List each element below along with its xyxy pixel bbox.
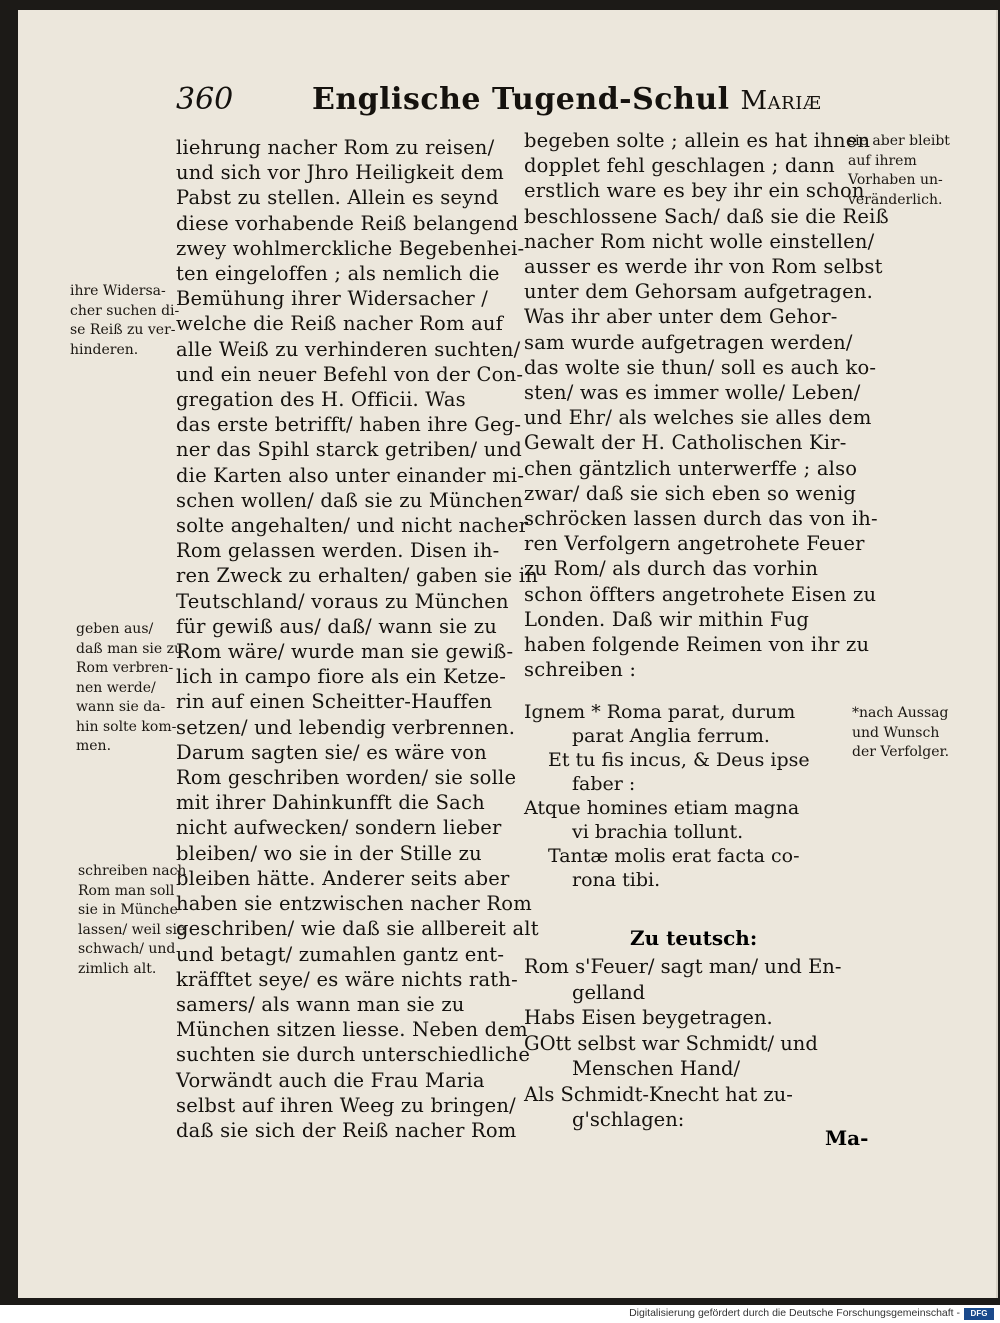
running-title-text: Englische Tugend-Schul: [312, 82, 730, 117]
marginal-note: [70, 282, 179, 360]
text-line: Gewalt der H. Catholischen Kir-: [524, 431, 847, 455]
poem-line: vi brachia tollunt.: [572, 821, 744, 843]
text-line: Was ihr aber unter dem Gehor-: [524, 305, 838, 329]
text-line: geschriben/ wie daß sie allbereit alt: [176, 917, 539, 941]
poem-line: parat Anglia ferrum.: [572, 725, 770, 747]
marginal-line: geben aus/: [76, 621, 154, 637]
text-line: sten/ was es immer wolle/ Leben/: [524, 381, 861, 405]
poem-line: faber :: [572, 773, 636, 795]
left-text-column: [176, 135, 539, 1143]
poem-line: Habs Eisen beygetragen.: [524, 1006, 773, 1029]
dfg-logo: DFG: [964, 1308, 994, 1320]
text-line: diese vorhabende Reiß belangend: [176, 211, 519, 235]
text-line: unter dem Gehorsam aufgetragen.: [524, 280, 873, 304]
german-poem: [524, 954, 841, 1133]
marginal-line: lassen/ weil sie: [78, 921, 186, 938]
marginal-line: veränderlich.: [848, 191, 943, 208]
text-line: die Karten also unter einander mi-: [176, 463, 525, 487]
text-line: bleiben hätte. Anderer seits aber: [176, 866, 510, 890]
text-line: nacher Rom nicht wolle einstellen/: [524, 229, 875, 253]
running-title-caps: Mariæ: [740, 86, 822, 116]
poem-line: Menschen Hand/: [572, 1057, 741, 1080]
marginal-line: Rom verbren-: [76, 660, 174, 676]
poem-line: Et tu fis incus, & Deus ipse: [548, 749, 810, 771]
text-line: ner das Spihl starck getriben/ und: [176, 438, 522, 462]
text-line: welche die Reiß nacher Rom auf: [176, 312, 504, 336]
text-line: daß sie sich der Reiß nacher Rom: [176, 1118, 517, 1142]
text-line: zwey wohlmerckliche Begebenhei-: [176, 236, 525, 260]
running-title: [312, 82, 821, 117]
text-line: Pabst zu stellen. Allein es seynd: [176, 186, 499, 210]
text-line: haben sie entzwischen nacher Rom: [176, 892, 532, 916]
text-line: Rom wäre/ wurde man sie gewiß-: [176, 640, 514, 664]
poem-line: rona tibi.: [572, 869, 661, 891]
text-line: Vorwändt auch die Frau Maria: [176, 1068, 485, 1092]
marginal-line: hinderen.: [70, 341, 139, 358]
marginal-line: zimlich alt.: [78, 960, 157, 977]
marginal-line: nen werde/: [76, 679, 156, 696]
text-line: kräfftet seye/ es wäre nichts rath-: [176, 967, 518, 991]
text-line: solte angehalten/ und nicht nacher: [176, 514, 529, 538]
text-line: Rom geschriben worden/ sie solle: [176, 766, 517, 790]
text-line: schen wollen/ daß sie zu München: [176, 488, 523, 512]
text-line: Teutschland/ voraus zu München: [176, 589, 509, 613]
text-line: lich in campo fiore als ein Ketze-: [176, 665, 507, 689]
marginal-line: Vorhaben un-: [848, 172, 943, 188]
poem-line: gelland: [572, 980, 646, 1004]
marginal-line: cher suchen di-: [70, 302, 180, 319]
text-line: zu Rom/ als durch das vorhin: [524, 557, 819, 581]
marginal-line: auf ihrem: [848, 152, 917, 169]
text-line: Darum sagten sie/ es wäre von: [176, 740, 487, 764]
text-line: ausser es werde ihr von Rom selbst: [524, 255, 883, 279]
text-line: München sitzen liesse. Neben dem: [176, 1018, 528, 1042]
text-line: chen gäntzlich unterwerffe ; also: [524, 456, 858, 480]
text-line: alle Weiß zu verhinderen suchten/: [176, 337, 521, 361]
text-line: sam wurde aufgetragen werden/: [524, 330, 853, 354]
text-line: beschlossene Sach/ daß sie die Reiß: [524, 204, 889, 228]
marginal-line: schreiben nach: [78, 863, 187, 879]
text-line: schon öffters angetrohete Eisen zu: [524, 582, 877, 606]
text-line: und sich vor Jhro Heiligkeit dem: [176, 161, 504, 185]
text-line: Londen. Daß wir mithin Fug: [524, 607, 810, 631]
marginal-line: hin solte kom-: [76, 718, 177, 735]
text-line: setzen/ und lebendig verbrennen.: [176, 715, 516, 739]
text-line: und ein neuer Befehl von der Con-: [176, 362, 524, 386]
marginal-line: und Wunsch: [852, 724, 940, 741]
text-line: nicht aufwecken/ sondern lieber: [176, 816, 502, 840]
text-line: gregation des H. Officii. Was: [176, 388, 466, 412]
marginal-line: ihre Widersa-: [70, 283, 166, 299]
text-line: ten eingeloffen ; als nemlich die: [176, 262, 500, 286]
marginal-note: [76, 620, 183, 757]
footer-credit: Digitalisierung gefördert durch die Deutsche Forschungsgemeinschaft -: [629, 1307, 960, 1319]
text-line: bleiben/ wo sie in der Stille zu: [176, 841, 482, 865]
marginal-note: [848, 132, 950, 210]
text-line: ren Verfolgern angetrohete Feuer: [524, 532, 865, 556]
marginal-line: schwach/ und: [78, 941, 176, 957]
catchword: Ma-: [825, 1126, 869, 1150]
footer-bar: [0, 1305, 1000, 1323]
text-line: samers/ als wann man sie zu: [176, 992, 465, 1016]
text-line: suchten sie durch unterschiedliche: [176, 1043, 531, 1067]
poem-line: GOtt selbst war Schmidt/ und: [524, 1031, 818, 1055]
marginal-note: [78, 862, 186, 979]
page-number: 360: [176, 82, 234, 117]
poem-line: Ignem * Roma parat, durum: [524, 701, 796, 723]
text-line: liehrung nacher Rom zu reisen/: [176, 136, 495, 159]
marginal-line: daß man sie zu: [76, 640, 183, 657]
text-line: das wolte sie thun/ soll es auch ko-: [524, 355, 877, 379]
german-poem-heading: Zu teutsch:: [630, 926, 758, 950]
text-line: mit ihrer Dahinkunfft die Sach: [176, 791, 485, 815]
text-line: das erste betrifft/ haben ihre Geg-: [176, 413, 522, 437]
marginal-line: *nach Aussag: [852, 705, 949, 721]
text-line: Rom gelassen werden. Disen ih-: [176, 539, 500, 563]
text-line: schreiben :: [524, 658, 637, 682]
marginal-line: der Verfolger.: [852, 744, 950, 760]
text-line: begeben solte ; allein es hat ihnen: [524, 129, 871, 152]
poem-line: Rom s'Feuer/ sagt man/ und En-: [524, 955, 842, 978]
text-line: haben folgende Reimen von ihr zu: [524, 633, 870, 657]
poem-line: Atque homines etiam magna: [524, 797, 800, 819]
marginal-line: wann sie da-: [76, 699, 166, 715]
text-line: ren Zweck zu erhalten/ gaben sie in: [176, 564, 539, 588]
marginal-line: sie aber bleibt: [848, 133, 950, 149]
marginal-line: men.: [76, 738, 112, 754]
text-line: und Ehr/ als welches sie alles dem: [524, 406, 872, 430]
latin-poem: [524, 700, 872, 892]
text-line: dopplet fehl geschlagen ; dann: [524, 154, 835, 178]
poem-line: g'schlagen:: [572, 1108, 685, 1131]
marginal-line: Rom man soll: [78, 882, 175, 899]
marginal-line: se Reiß zu ver-: [70, 322, 176, 338]
text-line: für gewiß aus/ daß/ wann sie zu: [176, 614, 497, 638]
text-line: selbst auf ihren Weeg zu bringen/: [176, 1093, 516, 1117]
text-line: zwar/ daß sie sich eben so wenig: [524, 481, 857, 505]
text-line: und betagt/ zumahlen gantz ent-: [176, 942, 505, 966]
text-line: Bemühung ihrer Widersacher /: [176, 287, 489, 311]
poem-line: Als Schmidt-Knecht hat zu-: [524, 1082, 793, 1106]
text-line: schröcken lassen durch das von ih-: [524, 507, 878, 531]
text-line: rin auf einen Scheitter-Hauffen: [176, 690, 493, 714]
poem-line: Tantæ molis erat facta co-: [548, 845, 800, 867]
marginal-line: sie in Münche: [78, 902, 178, 918]
text-line: erstlich ware es bey ihr ein schon: [524, 179, 865, 203]
